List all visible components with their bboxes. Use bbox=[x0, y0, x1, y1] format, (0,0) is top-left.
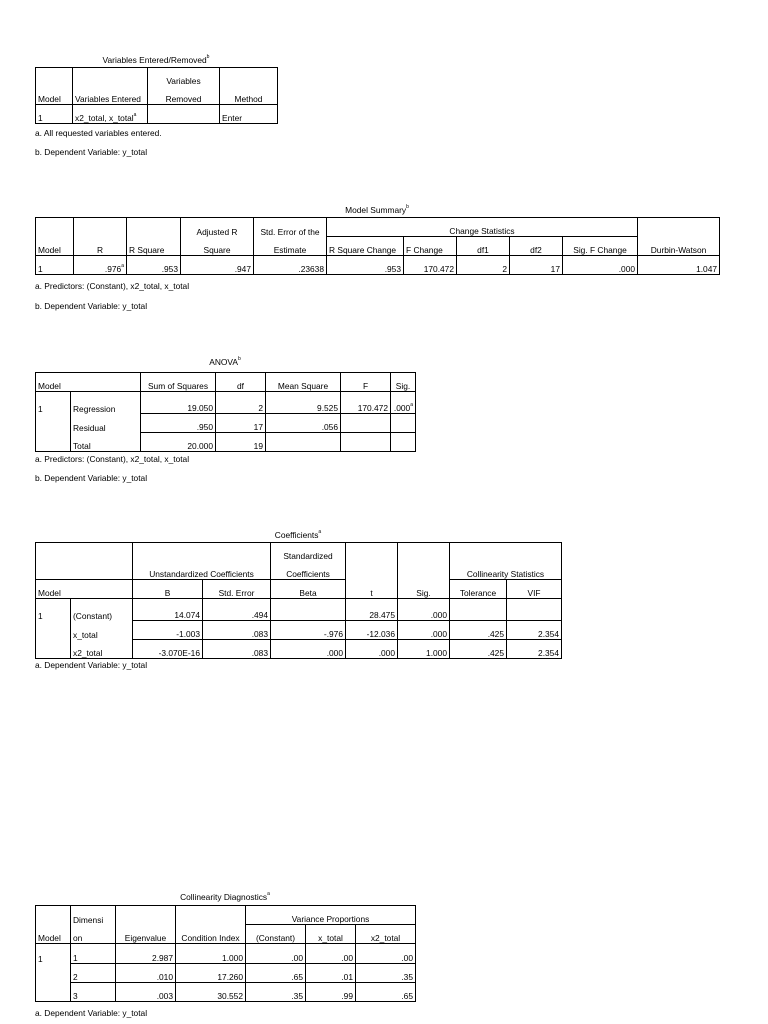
note: a. Predictors: (Constant), x2_total, x_total bbox=[35, 454, 190, 464]
header-variance-proportions: Variance Proportions bbox=[246, 906, 416, 925]
cell-entered: x2_total, x_total$^a$ bbox=[73, 105, 148, 124]
coefficients-table: Standardized Unstandardized Coefficients Coefficients Collinearity Statistics Model B Std. Error Beta t Sig. Tolerance VIF 1 (Constant) 14.074 .494 28.475 .000 x_total -1.003 .083 -.976 -12.036 .000 .425 2.354 x2_total -3.070E-16 .083 .000 .000 1.000 .425 2.354 bbox=[35, 542, 562, 659]
collinearity-title: Collinearity Diagnostics$^a$ bbox=[180, 891, 270, 902]
header-eigenvalue: Eigenvalue bbox=[116, 925, 176, 944]
header-model: Model bbox=[36, 580, 133, 599]
note: a. Predictors: (Constant), x2_total, x_total bbox=[35, 281, 190, 291]
header-r-square-change: R Square Change bbox=[327, 237, 404, 256]
header-model: Model bbox=[36, 373, 141, 392]
collinearity-table: Dimensi Variance Proportions Model on Eigenvalue Condition Index (Constant) x_total x2_total 1 1 2.987 1.000 .00 .00 .00 2 .010 17.260 .65 .01 .35 3 .003 30.552 .35 .99 .65 bbox=[35, 905, 416, 1002]
header-variables-entered: Variables Entered bbox=[73, 86, 148, 105]
header-df: df bbox=[216, 373, 266, 392]
cell-method: Enter bbox=[220, 105, 278, 124]
coefficients-title: Coefficients$^a$ bbox=[274, 529, 322, 540]
header-df2: df2 bbox=[510, 237, 563, 256]
header-sum-of-squares: Sum of Squares bbox=[141, 373, 216, 392]
header-removed: Removed bbox=[148, 86, 220, 105]
model-summary-table: Adjusted R Std. Error of the Change Statistics Model R R Square Square Estimate R Square Change F Change df1 df2 Sig. F Change Durbin-Watson 1 .976$^a$ .953 .947 .23638 .953 170.472 2 17 .000 1.047 bbox=[35, 217, 720, 275]
note: b. Dependent Variable: y_total bbox=[35, 473, 148, 483]
header-sig-f-change: Sig. F Change bbox=[563, 237, 638, 256]
header-df1: df1 bbox=[457, 237, 510, 256]
header-sig: Sig. bbox=[398, 580, 450, 599]
header-x2-total: x2_total bbox=[356, 925, 416, 944]
header-condition-index: Condition Index bbox=[176, 925, 246, 944]
header-variables: Variables bbox=[148, 68, 220, 87]
header-method: Method bbox=[220, 86, 278, 105]
header-durbin-watson: Durbin-Watson bbox=[638, 237, 720, 256]
note: a. All requested variables entered. bbox=[35, 128, 162, 138]
anova-table: Model Sum of Squares df Mean Square F Sig. 1 Regression 19.050 2 9.525 170.472 .000$^a$ Residual .950 17 .056 Total 20.000 19 bbox=[35, 372, 416, 452]
variables-entered-title: Variables Entered/Removed$^b$ bbox=[102, 54, 210, 65]
header-vif: VIF bbox=[507, 580, 562, 599]
header-r: R bbox=[74, 237, 127, 256]
header-model: Model bbox=[36, 237, 74, 256]
variables-entered-table bbox=[35, 67, 278, 124]
note: b. Dependent Variable: y_total bbox=[35, 301, 148, 311]
header-tolerance: Tolerance bbox=[450, 580, 507, 599]
header-model: Model bbox=[36, 86, 73, 105]
anova-title: ANOVA$^b$ bbox=[209, 356, 241, 367]
model-summary-title: Model Summary$^b$ bbox=[345, 204, 409, 215]
change-statistics-header: Change Statistics bbox=[327, 218, 638, 237]
header-unstandardized: Unstandardized Coefficients bbox=[133, 561, 271, 580]
header-x-total: x_total bbox=[306, 925, 356, 944]
header-model: Model bbox=[36, 925, 71, 944]
note: a. Dependent Variable: y_total bbox=[35, 660, 148, 670]
header-collinearity-statistics: Collinearity Statistics bbox=[450, 561, 562, 580]
header-r-square: R Square bbox=[127, 237, 181, 256]
header-mean-square: Mean Square bbox=[266, 373, 341, 392]
header-beta: Beta bbox=[271, 580, 346, 599]
header-std-error: Std. Error bbox=[203, 580, 271, 599]
header-constant: (Constant) bbox=[246, 925, 306, 944]
header-b: B bbox=[133, 580, 203, 599]
note: b. Dependent Variable: y_total bbox=[35, 147, 148, 157]
header-f: F bbox=[341, 373, 391, 392]
header-t: t bbox=[346, 580, 398, 599]
header-sig: Sig. bbox=[391, 373, 416, 392]
cell-model: 1 bbox=[36, 105, 73, 124]
header-f-change: F Change bbox=[404, 237, 457, 256]
note: a. Dependent Variable: y_total bbox=[35, 1008, 148, 1018]
cell-removed bbox=[148, 105, 220, 124]
